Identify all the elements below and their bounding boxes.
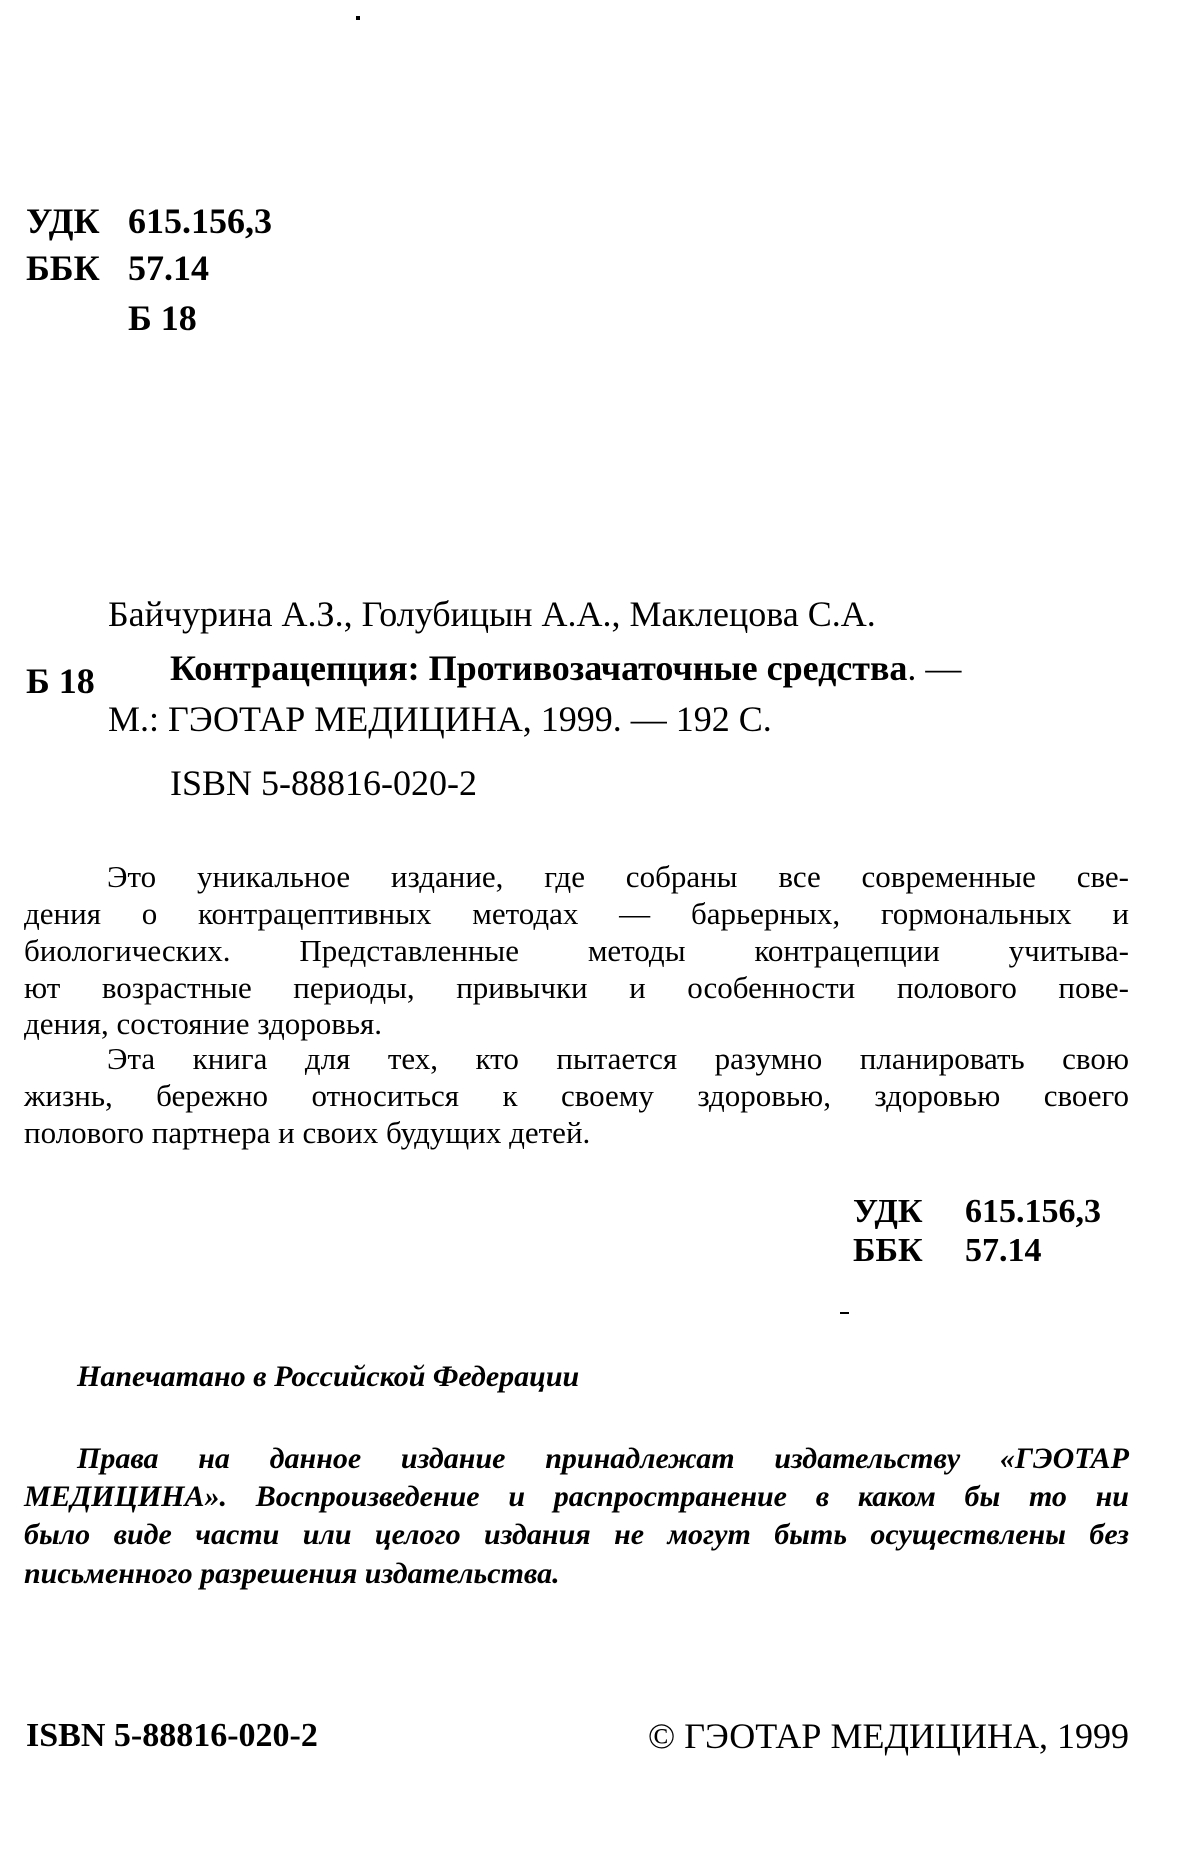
copyright: © ГЭОТАР МЕДИЦИНА, 1999 — [647, 1716, 1129, 1756]
annotation-line: дения о контрацептивных методах — барьерных, гормональных и — [24, 896, 1129, 931]
rights-line: письменного разрешения издательства. — [24, 1557, 560, 1590]
annotation-line: Это уникальное издание, где собраны все современные све- — [107, 859, 1129, 894]
bbk-value: 57.14 — [128, 248, 209, 288]
footer-isbn: ISBN 5-88816-020-2 — [26, 1717, 318, 1754]
printed-in: Напечатано в Российской Федерации — [77, 1360, 580, 1393]
author-mark: Б 18 — [128, 298, 197, 338]
annotation-line: биологических. Представленные методы контрацепции учитыва- — [24, 933, 1129, 968]
udk-label: УДК — [853, 1193, 923, 1230]
rights-line: Права на данное издание принадлежат издательству «ГЭОТАР — [77, 1442, 1129, 1475]
rights-line: было виде части или целого издания не могут быть осуществлены без — [24, 1518, 1129, 1551]
publication-info: М.: ГЭОТАР МЕДИЦИНА, 1999. — 192 С. — [108, 699, 772, 739]
bbk-value: 57.14 — [965, 1232, 1042, 1269]
bbk-label: ББК — [853, 1232, 923, 1269]
speck-mark — [840, 1312, 849, 1314]
speck-mark — [356, 16, 360, 20]
udk-value: 615.156,3 — [128, 201, 272, 241]
annotation-line: ют возрастные периоды, привычки и особенности полового пове- — [24, 970, 1129, 1005]
authors: Байчурина А.З., Голубицын А.А., Маклецова С.А. — [108, 594, 876, 634]
title-dash: . — — [907, 648, 962, 688]
isbn: ISBN 5-88816-020-2 — [170, 763, 477, 803]
udk-label: УДК — [26, 201, 100, 241]
annotation-line: полового партнера и своих будущих детей. — [24, 1115, 591, 1150]
annotation-line: жизнь, бережно относиться к своему здоровью, здоровью своего — [24, 1078, 1129, 1113]
book-title: Контрацепция: Противозачаточные средства — [170, 648, 908, 688]
udk-value: 615.156,3 — [965, 1193, 1101, 1230]
rights-line: МЕДИЦИНА». Воспроизведение и распространение в каком бы то ни — [24, 1480, 1129, 1513]
annotation-line: дения, состояние здоровья. — [24, 1006, 382, 1041]
book-title-line — [170, 647, 961, 689]
author-mark: Б 18 — [26, 661, 95, 701]
bbk-label: ББК — [26, 248, 100, 288]
annotation-line: Эта книга для тех, кто пытается разумно планировать свою — [107, 1041, 1129, 1076]
